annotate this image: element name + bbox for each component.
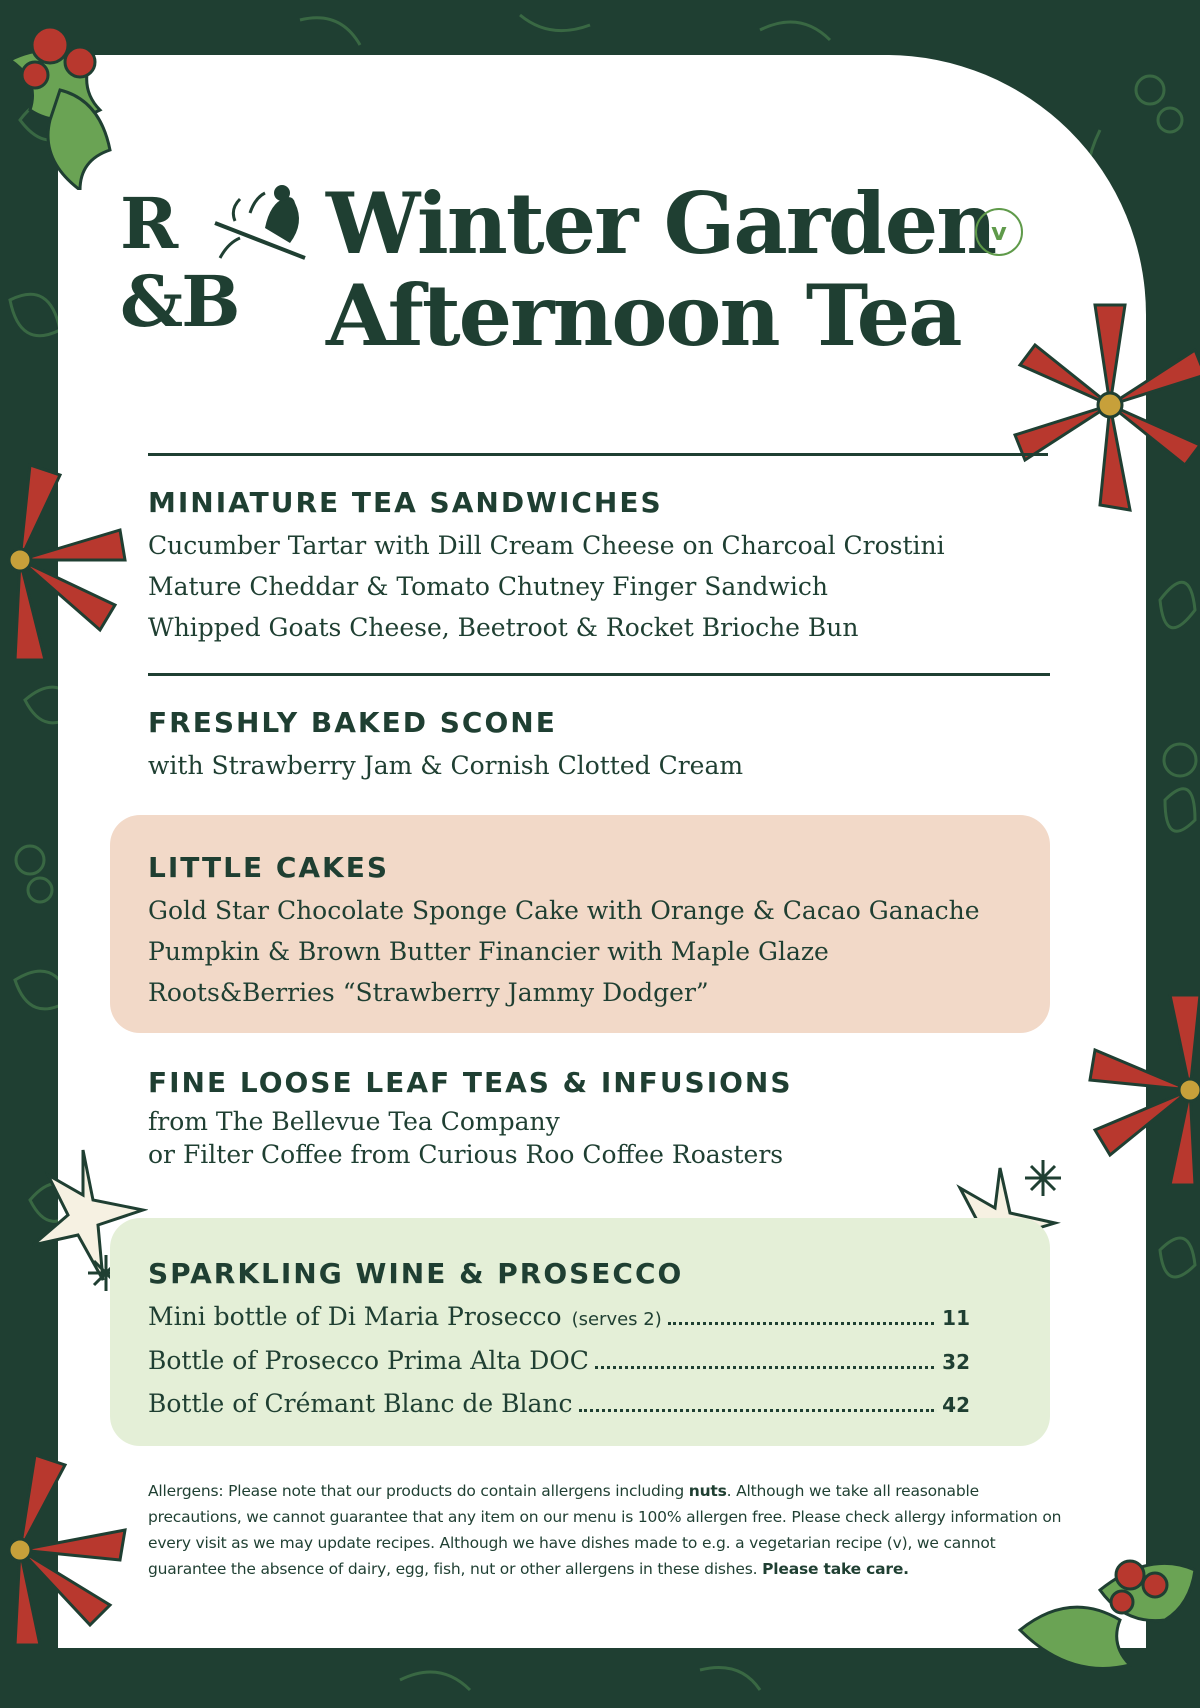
price-row [148, 1296, 970, 1340]
poinsettia-icon [1080, 990, 1200, 1190]
bird-branch-icon [210, 183, 310, 273]
section-sparkling [148, 1256, 970, 1426]
menu-item: from The Bellevue Tea Company [148, 1107, 560, 1136]
allergen-text: . Although we take all reasonable precautions, we cannot guarantee that any item on our menu is 100% allergen free. Please check allergy information on every visit as we may update recipes. Although we have dishes made to e.g. a vegetarian recipe (v), we cannot guarantee the absence of dairy, egg, fish, nut or other allergens in these dishes. [148, 1482, 1062, 1578]
title-line-2: Afternoon Tea [326, 266, 961, 365]
section-teas [148, 1065, 793, 1171]
section-sandwiches [148, 485, 945, 648]
divider [148, 673, 1050, 676]
wine-note: (serves 2) [571, 1309, 662, 1330]
vegetarian-badge: v [975, 208, 1023, 256]
logo-line-1: R [120, 182, 177, 265]
wine-name: Mini bottle of Di Maria Prosecco [148, 1302, 562, 1331]
poinsettia-icon [1005, 290, 1200, 520]
menu-item: Pumpkin & Brown Butter Financier with Maple Glaze [148, 937, 829, 966]
dot-leader [668, 1321, 934, 1325]
section-heading: FRESHLY BAKED SCONE [148, 706, 557, 739]
menu-item: or Filter Coffee from Curious Roo Coffee Roasters [148, 1140, 784, 1169]
allergen-nuts: nuts [688, 1482, 727, 1500]
allergen-notice [148, 1478, 1068, 1582]
section-heading: LITTLE CAKES [148, 851, 390, 884]
wine-price: 42 [942, 1393, 970, 1417]
wine-name: Bottle of Crémant Blanc de Blanc [148, 1389, 573, 1418]
holly-icon [0, 0, 150, 190]
section-heading: FINE LOOSE LEAF TEAS & INFUSIONS [148, 1066, 793, 1099]
menu-item: Whipped Goats Cheese, Beetroot & Rocket Brioche Bun [148, 613, 859, 642]
wine-price: 11 [942, 1306, 970, 1330]
logo-line-2: &B [120, 260, 239, 343]
section-heading: SPARKLING WINE & PROSECCO [148, 1257, 684, 1290]
menu-item: Mature Cheddar & Tomato Chutney Finger Sandwich [148, 572, 828, 601]
dot-leader [595, 1365, 934, 1369]
poinsettia-icon [0, 1450, 130, 1650]
allergen-care: Please take care. [762, 1560, 909, 1578]
wine-price: 32 [942, 1350, 970, 1374]
menu-item: Roots&Berries “Strawberry Jammy Dodger” [148, 978, 709, 1007]
dot-leader [579, 1408, 935, 1412]
poinsettia-icon [0, 455, 130, 665]
rb-logo [120, 182, 300, 355]
allergen-text: Allergens: Please note that our products do contain allergens including [148, 1482, 689, 1500]
menu-item: Cucumber Tartar with Dill Cream Cheese on Charcoal Crostini [148, 531, 945, 560]
menu-item: with Strawberry Jam & Cornish Clotted Cream [148, 751, 744, 780]
wine-name: Bottle of Prosecco Prima Alta DOC [148, 1346, 589, 1375]
section-scone [148, 705, 743, 786]
page-title [326, 174, 996, 365]
menu-item: Gold Star Chocolate Sponge Cake with Orange & Cacao Ganache [148, 896, 980, 925]
section-cakes [148, 850, 980, 1013]
divider [148, 453, 1048, 456]
section-heading: MINIATURE TEA SANDWICHES [148, 486, 663, 519]
price-row [148, 1340, 970, 1383]
title-line-1: Winter Garden [326, 174, 996, 273]
price-row [148, 1383, 970, 1426]
